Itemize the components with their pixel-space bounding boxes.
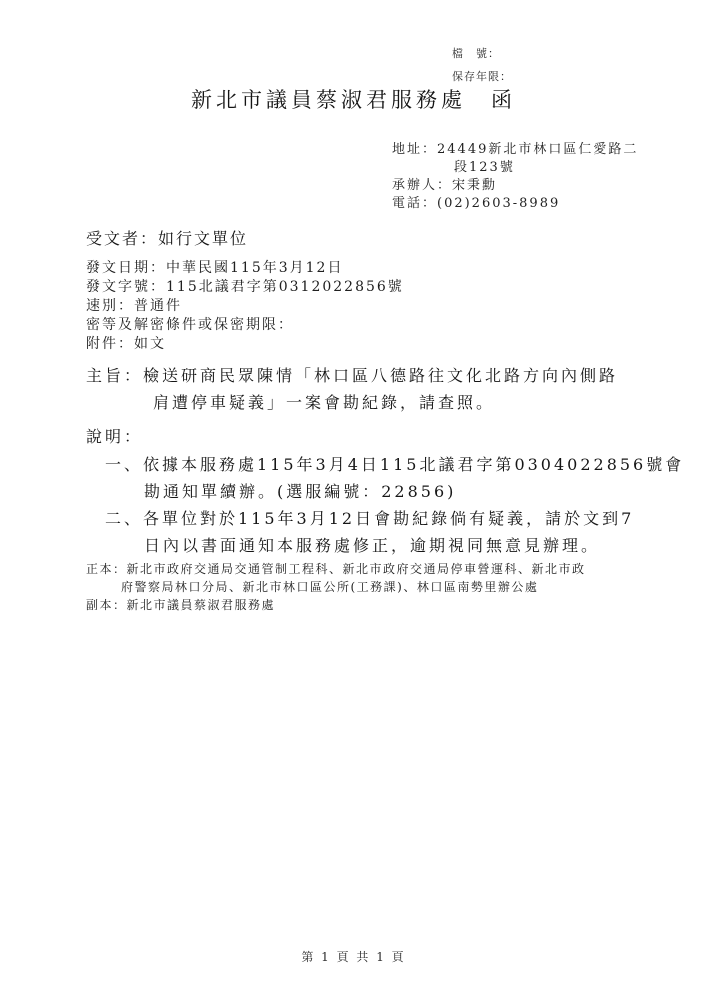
file-number-block xyxy=(452,42,512,88)
explanation-heading: 說明： xyxy=(86,427,144,446)
sender-info-block xyxy=(392,141,638,213)
attachment-line: 附件：如文 xyxy=(86,336,166,352)
explanation-item1-line1: 一、依據本服務處115年3月4日115北議君字第0304022856號會 xyxy=(105,455,685,474)
explanation-item2-line1: 二、各單位對於115年3月12日會勘紀錄倘有疑義，請於文到7 xyxy=(105,509,635,528)
subject-line-2: 肩遭停車疑義」一案會勘紀錄，請查照。 xyxy=(153,393,496,412)
sender-contact-line: 承辦人：宋秉勳 xyxy=(392,178,498,193)
speed-line: 速別：普通件 xyxy=(86,298,182,314)
copy-recipients-line: 副本：新北市議員蔡淑君服務處 xyxy=(86,598,276,612)
distribution-block xyxy=(86,560,586,614)
explanation-item1-line2: 勘通知單續辦。(選服編號：22856) xyxy=(144,482,457,501)
doc-number-line: 發文字號：115北議君字第0312022856號 xyxy=(86,279,404,295)
document-title: 新北市議員蔡淑君服務處 函 xyxy=(191,88,516,112)
security-line: 密等及解密條件或保密期限： xyxy=(86,317,294,333)
sender-address-line1: 地址：24449新北市林口區仁愛路二 xyxy=(392,142,639,157)
recipient-line: 受文者：如行文單位 xyxy=(86,229,249,248)
retention-period-label: 保存年限： xyxy=(452,70,512,83)
issue-date-line: 發文日期：中華民國115年3月12日 xyxy=(86,260,344,276)
file-number-label: 檔 號： xyxy=(452,47,500,60)
document-meta-block xyxy=(86,259,404,354)
page-number-indicator: 第 1 頁 共 1 頁 xyxy=(301,950,406,964)
original-recipients-line1: 正本：新北市政府交通局交通管制工程科、新北市政府交通局停車營運科、新北市政 xyxy=(86,562,586,576)
original-recipients-line2: 府警察局林口分局、新北市林口區公所(工務課)、林口區南勢里辦公處 xyxy=(121,580,539,594)
sender-phone-line: 電話：(02)2603-8989 xyxy=(392,196,561,211)
subject-line-1: 主旨：檢送研商民眾陳情「林口區八德路往文化北路方向內側路 xyxy=(86,366,619,385)
explanation-item2-line2: 日內以書面通知本服務處修正，逾期視同無意見辦理。 xyxy=(144,536,601,555)
sender-address-line2: 段123號 xyxy=(454,160,515,175)
